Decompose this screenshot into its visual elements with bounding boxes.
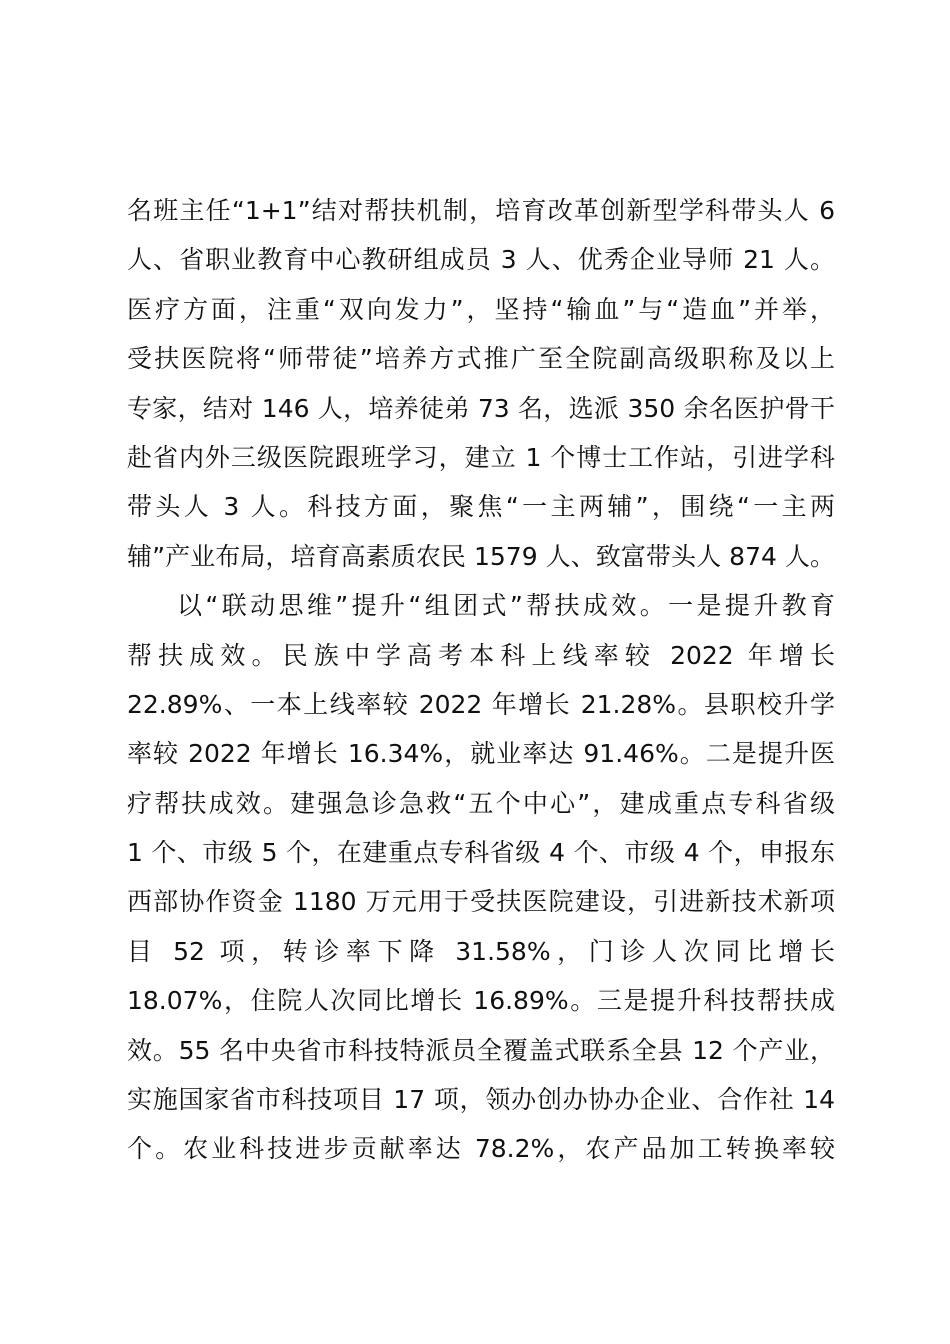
text-line: 实施国家省市科技项目 17 项，领办创办协办企业、合作社 14 <box>127 1085 835 1115</box>
text-line: 18.07%，住院人次同比增长 16.89%。三是提升科技帮扶成 <box>127 986 835 1016</box>
text-line: 22.89%、一本上线率较 2022 年增长 21.28%。县职校升学 <box>127 689 835 719</box>
text-line: 1 个、市级 5 个，在建重点专科省级 4 个、市级 4 个，申报东 <box>127 838 835 868</box>
text-line: 西部协作资金 1180 万元用于受扶医院建设，引进新技术新项 <box>127 887 835 917</box>
text-line: 辅”产业布局，培育高素质农民 1579 人、致富带头人 874 人。 <box>127 541 835 571</box>
text-line: 目 52 项，转诊率下降 31.58%，门诊人次同比增长 <box>127 936 835 966</box>
text-line: 人、省职业教育中心教研组成员 3 人、优秀企业导师 21 人。 <box>127 245 835 275</box>
text-line: 专家，结对 146 人，培养徒弟 73 名，选派 350 余名医护骨干 <box>127 393 835 423</box>
text-line: 率较 2022 年增长 16.34%，就业率达 91.46%。二是提升医 <box>127 739 835 769</box>
text-line: 带头人 3 人。科技方面，聚焦“一主两辅”，围绕“一主两 <box>127 492 835 522</box>
body-text <box>127 186 835 1174</box>
text-line: 帮扶成效。民族中学高考本科上线率较 2022 年增长 <box>127 640 835 670</box>
text-line: 名班主任“1+1”结对帮扶机制，培育改革创新型学科带头人 6 <box>127 196 835 225</box>
text-line: 个。农业科技进步贡献率达 78.2%，农产品加工转换率较 <box>127 1134 835 1164</box>
text-line: 受扶医院将“师带徒”培养方式推广至全院副高级职称及以上 <box>127 344 835 374</box>
paragraph-start-line: 以“联动思维”提升“组团式”帮扶成效。一是提升教育 <box>177 591 835 621</box>
text-line: 医疗方面，注重“双向发力”，坚持“输血”与“造血”并举， <box>127 294 835 324</box>
text-line: 赴省内外三级医院跟班学习，建立 1 个博士工作站，引进学科 <box>127 442 835 472</box>
text-line: 效。55 名中央省市科技特派员全覆盖式联系全县 12 个产业， <box>127 1035 835 1065</box>
text-line: 疗帮扶成效。建强急诊急救“五个中心”，建成重点专科省级 <box>127 788 835 818</box>
